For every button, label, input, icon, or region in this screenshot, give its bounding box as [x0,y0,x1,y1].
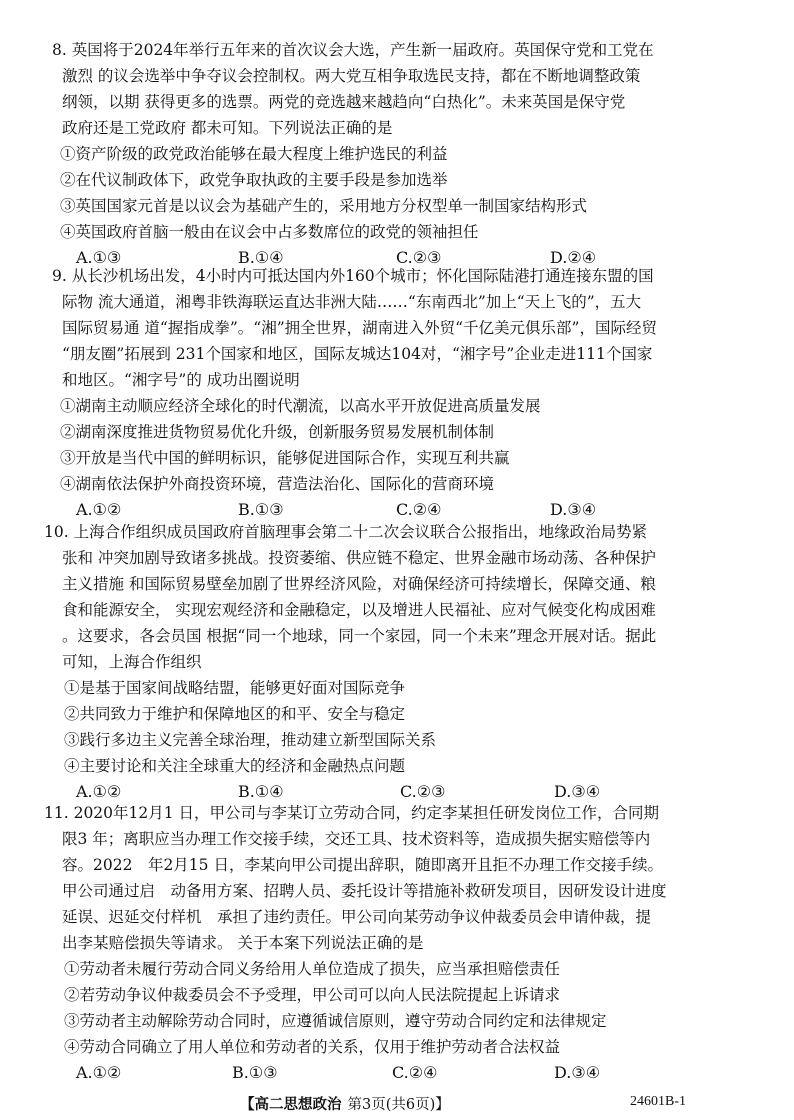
stem-line: 激烈 的议会选举中争夺议会控制权。两大党互相争取选民支持，都在不断地调整政策 [62,67,641,85]
option-statement: ②在代议制政体下，政党争取执政的主要手段是参加选举 [60,171,448,189]
option-statement: ③英国国家元首是以议会为基础产生的，采用地方分权型单一制国家结构形式 [60,197,588,215]
choice-d[interactable]: D.②④ [550,248,597,267]
option-statement: ②湖南深度推进货物贸易优化升级，创新服务贸易发展机制体制 [60,423,495,441]
stem-line: 10. 上海合作组织成员国政府首脑理事会第二十二次会议联合公报指出，地缘政治局势紧 [44,523,648,541]
stem-line: 容。2022 年2月15 日，李某向甲公司提出辞职，随即离开且拒不办理工作交接手续。 [62,856,663,874]
choice-a[interactable]: A.①③ [76,248,122,267]
option-statement: ③践行多边主义完善全球治理，推动建立新型国际关系 [64,731,437,749]
stem-line: 延误、迟延交付样机 承担了违约责任。甲公司向某劳动争议仲裁委员会申请仲裁，提 [62,908,652,926]
option-statement: ④英国政府首脑一般由在议会中占多数席位的政党的领袖担任 [60,223,479,241]
footer-exam-code: 24601B-1 [630,1094,686,1109]
stem-line: 9. 从长沙机场出发，4小时内可抵达国内外160个城市；怀化国际陆港打通连接东盟的国 [52,267,654,285]
choice-d[interactable]: D.③④ [554,1063,601,1082]
question-stem [44,800,734,956]
choice-c[interactable]: C.②④ [392,1063,438,1082]
choice-b[interactable]: B.①③ [232,1063,278,1082]
stem-line: 纲领，以期 获得更多的选票。两党的竞选越来越趋向“白热化”。未来英国是保守党 [62,93,626,111]
choice-a[interactable]: A.①② [76,782,122,801]
stem-line: 11. 2020年12月1 日，甲公司与李某订立劳动合同，约定李某担任研发岗位工作，合同期 [44,804,660,822]
option-statement: ②若劳动争议仲裁委员会不予受理，甲公司可以向人民法院提起上诉请求 [64,986,561,1004]
question-stem [52,37,742,141]
choice-b[interactable]: B.①④ [238,248,284,267]
option-statement: ④劳动合同确立了用人单位和劳动者的关系，仅用于维护劳动者合法权益 [64,1038,561,1056]
choice-d[interactable]: D.③④ [550,500,597,519]
option-statement: ②共同致力于维护和保障地区的和平、安全与稳定 [64,705,406,723]
stem-line: 8. 英国将于2024年举行五年来的首次议会大选，产生新一届政府。英国保守党和工党在 [52,41,654,59]
choice-d[interactable]: D.③④ [554,782,601,801]
stem-line: “朋友圈”拓展到 231个国家和地区，国际友城达104对，“湘字号”企业走进111个国家 [62,345,653,363]
stem-line: 。这要求，各会员国 根据“同一个地球，同一个家园，同一个未来”理念开展对话。据此 [62,627,657,645]
choice-a[interactable]: A.①② [76,500,122,519]
choice-b[interactable]: B.①③ [238,500,284,519]
choice-c[interactable]: C.②③ [400,782,446,801]
choice-a[interactable]: A.①② [76,1063,122,1082]
option-statement: ①是基于国家间战略结盟，能够更好面对国际竞争 [64,679,406,697]
question-9 [52,263,742,523]
stem-line: 限3 年；离职应当办理工作交接手续，交还工具、技术资料等，造成损失据实赔偿等内 [62,830,651,848]
footer-page-number: 第3页(共6页)】 [347,1097,450,1113]
stem-line: 际物 流大通道，湘粤非铁海联运直达非洲大陆……“东南西北”加上“天上飞的”，五大 [62,293,642,311]
question-10 [44,519,734,805]
option-statement: ④主要讨论和关注全球重大的经济和金融热点问题 [64,757,406,775]
stem-line: 国际贸易通 道“握指成拳”。“湘”拥全世界，湖南进入外贸“千亿美元俱乐部”，国际经贸 [62,319,657,337]
option-statement: ①资产阶级的政党政治能够在最大程度上维护选民的利益 [60,145,448,163]
question-11 [44,800,734,1086]
page-footer [0,1093,794,1117]
answer-choices [44,1060,734,1086]
stem-line: 食和能源安全， 实现宏观经济和金融稳定，以及增进人民福祉、应对气候变化构成困难 [62,601,656,619]
question-stem [52,263,742,393]
stem-line: 政府还是工党政府 都未可知。下列说法正确的是 [62,119,393,137]
question-8 [52,37,742,271]
choice-c[interactable]: C.②④ [396,500,442,519]
question-stem [44,519,734,675]
option-statement: ③开放是当代中国的鲜明标识，能够促进国际合作，实现互利共赢 [60,449,510,467]
stem-line: 出李某赔偿损失等请求。 关于本案下列说法正确的是 [62,934,424,952]
option-statement: ④湖南依法保护外商投资环境，营造法治化、国际化的营商环境 [60,475,495,493]
stem-line: 主义措施 和国际贸易壁垒加剧了世界经济风险，对确保经济可持续增长，保障交通、粮 [62,575,656,593]
option-statement: ①劳动者未履行劳动合同义务给用人单位造成了损失，应当承担赔偿责任 [64,960,561,978]
footer-title [240,1093,450,1114]
stem-line: 可知，上海合作组织 [62,653,202,671]
choice-b[interactable]: B.①④ [238,782,284,801]
option-statement: ③劳动者主动解除劳动合同时，应遵循诚信原则，遵守劳动合同约定和法律规定 [64,1012,607,1030]
stem-line: 张和 冲突加剧导致诸多挑战。投资萎缩、供应链不稳定、世界金融市场动荡、各种保护 [62,549,656,567]
stem-line: 甲公司通过启 动备用方案、招聘人员、委托设计等措施补救研发项目，因研发设计进度 [62,882,667,900]
stem-line: 和地区。“湘字号”的 成功出圈说明 [62,371,300,389]
footer-subject: 【高二思想政治 [240,1097,342,1113]
option-statement: ①湖南主动顺应经济全球化的时代潮流，以高水平开放促进高质量发展 [60,397,541,415]
choice-c[interactable]: C.②③ [396,248,442,267]
